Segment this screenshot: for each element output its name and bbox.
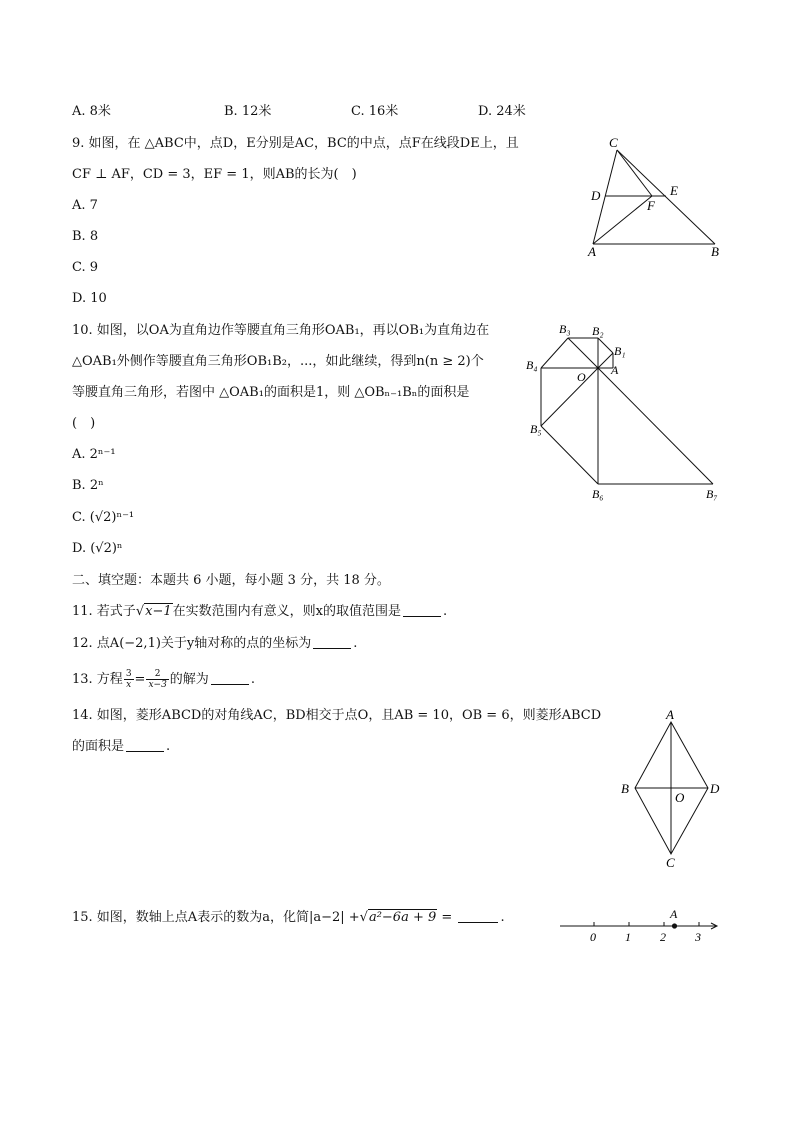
q10-label-b2: B₂: [592, 324, 604, 338]
q14-rhombus-figure: [612, 704, 732, 874]
q15-tick-3: 3: [695, 930, 701, 944]
q14-label-a: A: [666, 707, 674, 722]
q13-fraction-right: $\frac{2}{x-3}$: [148, 669, 167, 690]
q11-sqrt: √x−1: [135, 604, 172, 619]
q10-label-b6: B₆: [592, 487, 604, 501]
q14-stem-line1: 14. 如图，菱形ABCD的对角线AC，BD相交于点O，且AB = 10，OB = 6，则菱形ABCD: [72, 708, 602, 723]
q10-stem-line3: 等腰直角三角形，若图中 △OAB₁的面积是1，则 △OBₙ₋₁Bₙ的面积是: [72, 385, 470, 400]
q10-option-a: A. 2ⁿ⁻¹: [72, 447, 116, 462]
q8-option-d: D. 24米: [478, 104, 526, 119]
q15-sqrt: √a²−6a + 9: [359, 910, 437, 925]
q10-label-b1: B₁: [614, 344, 626, 358]
q14-label-o: O: [675, 790, 685, 805]
q10-label-b7: B₇: [706, 487, 718, 501]
q14-label-c: C: [666, 855, 675, 870]
section2-heading: 二、填空题：本题共 6 小题，每小题 3 分，共 18 分。: [72, 573, 390, 588]
q9-label-a: A: [588, 244, 596, 259]
q9-stem-line2: CF ⊥ AF，CD = 3，EF = 1，则AB的长为( ): [72, 167, 357, 182]
q15-number-line: [556, 905, 726, 945]
q11-text-pre: 11. 若式子: [72, 604, 136, 619]
q15-tick-2: 2: [660, 930, 666, 944]
q10-option-b: B. 2ⁿ: [72, 478, 104, 493]
q9-label-c: C: [609, 135, 618, 150]
q15-tick-0: 0: [590, 930, 596, 944]
q10-stem-line2: △OAB₁外侧作等腰直角三角形OB₁B₂，...，如此继续，得到n(n ≥ 2)个: [72, 354, 484, 369]
q15-point-a: [672, 923, 677, 928]
q14-label-d: D: [710, 781, 720, 796]
q9-option-a: A. 7: [72, 198, 98, 213]
q13-stem: 13. 方程 $\frac{3}{x}$ = $\frac{2}{x-3}$ 的解为 .: [72, 669, 255, 690]
q10-label-b5: B₅: [530, 422, 542, 436]
q10-label-b4: B₄: [526, 358, 538, 372]
q15-answer-blank[interactable]: [458, 910, 498, 923]
q11-stem: 11. 若式子√x−1在实数范围内有意义，则x的取值范围是 .: [72, 604, 448, 619]
q10-label-o: O: [577, 370, 586, 384]
q9-stem-line1: 9. 如图，在 △ABC中，点D，E分别是AC，BC的中点，点F在线段DE上，且: [72, 136, 519, 151]
q11-answer-blank[interactable]: [403, 604, 441, 617]
q12-text: 12. 点A(−2,1)关于y轴对称的点的坐标为: [72, 636, 312, 651]
q13-text-post: 的解为: [169, 672, 209, 687]
q10-stem-line4: ( ): [72, 416, 96, 431]
q9-label-e: E: [670, 183, 678, 198]
q15-stem: 15. 如图，数轴上点A表示的数为a，化简|a−2| +√a²−6a + 9 = .: [72, 910, 505, 925]
q9-option-c: C. 9: [72, 260, 99, 275]
q9-label-b: B: [711, 244, 719, 259]
q9-option-b: B. 8: [72, 229, 99, 244]
q10-option-c: C. (√2)ⁿ⁻¹: [72, 510, 135, 525]
q10-label-b3: B₃: [559, 322, 571, 336]
q14-label-b: B: [621, 781, 629, 796]
q10-label-a: A: [611, 363, 619, 377]
q15-tick-1: 1: [625, 930, 631, 944]
q12-stem: 12. 点A(−2,1)关于y轴对称的点的坐标为 .: [72, 636, 358, 651]
q8-option-c: C. 16米: [351, 104, 399, 119]
q14-answer-blank[interactable]: [126, 739, 164, 752]
q8-option-a: A. 8米: [72, 104, 111, 119]
q8-option-b: B. 12米: [224, 104, 272, 119]
q13-fraction-left: $\frac{3}{x}$: [125, 669, 132, 690]
q13-text-pre: 13. 方程: [72, 672, 123, 687]
q9-label-d: D: [591, 188, 601, 203]
q14-stem-line2: 的面积是 .: [72, 739, 171, 754]
q10-spiral-triangles-figure: [522, 316, 732, 508]
q9-label-f: F: [647, 198, 655, 213]
q10-stem-line1: 10. 如图，以OA为直角边作等腰直角三角形OAB₁，再以OB₁为直角边在: [72, 323, 490, 338]
q15-point-label: A: [670, 907, 678, 921]
q15-text-pre: 15. 如图，数轴上点A表示的数为a，化简|a−2| +: [72, 910, 360, 925]
q9-triangle-figure: [580, 132, 730, 262]
q13-answer-blank[interactable]: [211, 672, 249, 685]
q11-text-post: 在实数范围内有意义，则x的取值范围是: [172, 604, 401, 619]
q9-option-d: D. 10: [72, 291, 107, 306]
q12-answer-blank[interactable]: [313, 636, 351, 649]
q10-option-d: D. (√2)ⁿ: [72, 541, 123, 556]
